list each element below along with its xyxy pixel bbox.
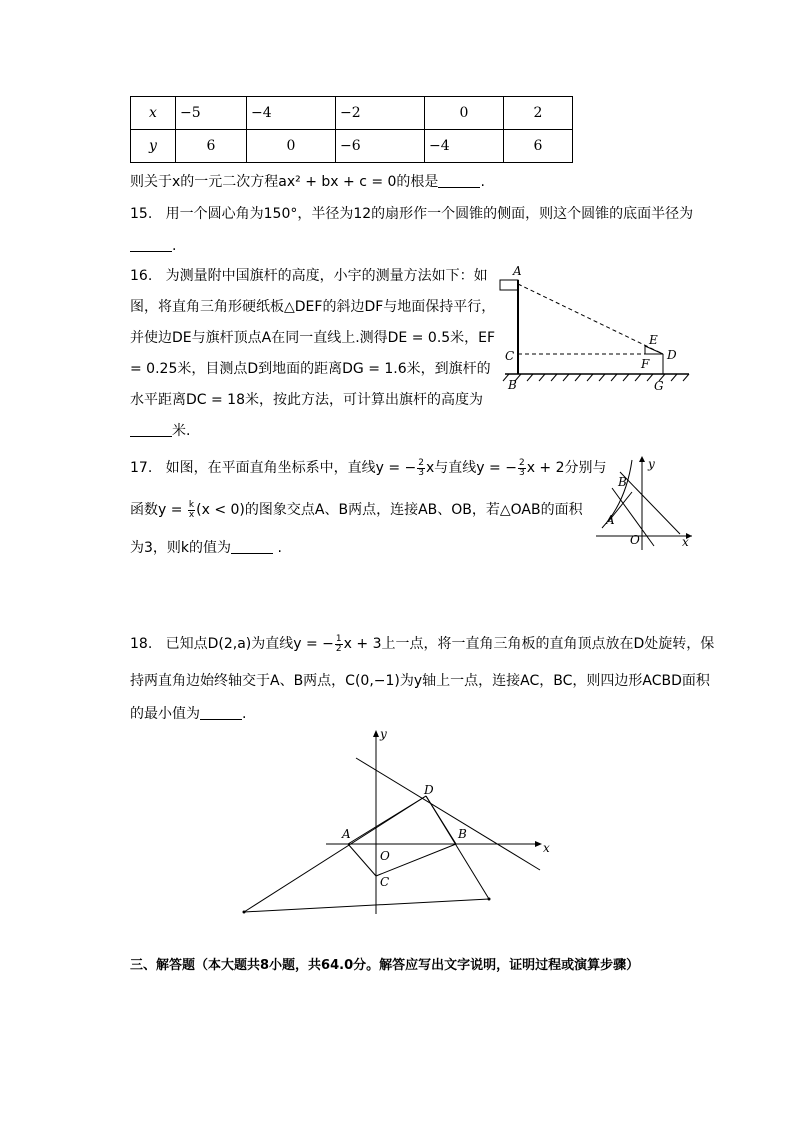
table-cell: 0 xyxy=(247,130,336,163)
flag xyxy=(500,280,518,290)
answer-blank xyxy=(200,705,242,720)
hyperbola-figure xyxy=(592,452,697,552)
y-axis-arrow xyxy=(639,456,645,462)
q15-line1: 15. 用一个圆心角为150°，半径为12的扇形作一个圆锥的侧面，则这个圆锥的底面半径为 xyxy=(130,206,694,222)
q18-line2: 持两直角边始终轴交于A、B两点，C(0,−1)为y轴上一点，连接AC，BC，则四边形ACBD面积 xyxy=(130,673,710,689)
table-cell: −4 xyxy=(425,130,504,163)
triangle-edge-2 xyxy=(244,899,489,912)
q15-line2: . xyxy=(130,236,176,256)
table-cell: −6 xyxy=(336,130,425,163)
answer-blank xyxy=(130,237,172,252)
x-axis-arrow xyxy=(535,841,542,847)
table-cell: −2 xyxy=(336,97,425,130)
y-header: y xyxy=(131,130,176,163)
answer-blank xyxy=(231,539,273,554)
label-g: G xyxy=(654,379,664,392)
y-axis-arrow xyxy=(373,730,379,737)
table-cell: −5 xyxy=(176,97,247,130)
label-e: E xyxy=(649,333,658,347)
label-o: O xyxy=(380,849,390,863)
table-row xyxy=(131,97,573,130)
q17-line2: 函数y = $\frac{k}{x}$ (x < 0)的图象交点A、B两点，连接AB、OB，若△OAB的面积 xyxy=(130,499,583,520)
label-y: y xyxy=(648,457,655,471)
label-c: C xyxy=(380,875,390,889)
label-x: x xyxy=(543,841,550,855)
q16-line5: 水平距离DC = 18米，按此方法，可计算出旗杆的高度为 xyxy=(130,392,483,408)
sight-line xyxy=(518,284,663,354)
label-d: D xyxy=(424,783,434,797)
q16-line6: 米. xyxy=(130,421,190,441)
fraction: $\frac{k}{x}$ xyxy=(188,499,195,520)
x-header: x xyxy=(131,97,176,130)
flagpole-figure xyxy=(495,262,695,392)
table-cell: 6 xyxy=(176,130,247,163)
vertex-dot xyxy=(488,898,491,901)
fraction: $\frac{2}{3}$ xyxy=(518,457,525,478)
label-a: A xyxy=(606,513,615,527)
label-a: A xyxy=(342,827,351,841)
label-d: D xyxy=(667,348,677,362)
label-b: B xyxy=(618,475,627,489)
table-row xyxy=(131,130,573,163)
q18-line3: 的最小值为 . xyxy=(130,706,247,722)
quadrilateral-figure xyxy=(238,726,558,916)
table-cell: 2 xyxy=(504,97,573,130)
table-cell: 6 xyxy=(504,130,573,163)
q14-tail: 则关于x的一元二次方程ax² + bx + c = 0的根是 . xyxy=(130,174,485,190)
triangle-edge-1 xyxy=(244,796,426,912)
section-heading: 三、解答题（本大题共8小题，共64.0分。解答应写出文字说明，证明过程或演算步骤） xyxy=(130,958,640,973)
label-c: C xyxy=(505,349,515,363)
q18-line1: 18. 已知点D(2,a)为直线y = − $\frac{1}{2}$ x + 3上一点，将一直角三角板的直角顶点放在D处旋转，保 xyxy=(130,633,715,654)
answer-blank xyxy=(438,173,480,188)
segment-ac xyxy=(348,844,376,876)
q16-line4: = 0.25米，目测点D到地面的距离DG = 1.6米，到旗杆的 xyxy=(130,361,491,377)
label-a: A xyxy=(513,264,522,278)
label-o: O xyxy=(630,533,640,547)
label-b: B xyxy=(508,378,517,392)
vertex-dot xyxy=(243,911,246,914)
label-y: y xyxy=(380,727,387,741)
q16-line2: 图，将直角三角形硬纸板△DEF的斜边DF与地面保持平行， xyxy=(130,299,496,315)
table-cell: −4 xyxy=(247,97,336,130)
fraction: $\frac{1}{2}$ xyxy=(335,633,342,654)
answer-blank xyxy=(130,422,172,437)
label-f: F xyxy=(641,357,650,371)
value-table xyxy=(130,96,573,163)
label-x: x xyxy=(682,535,689,549)
triangle-def xyxy=(645,346,663,354)
label-b: B xyxy=(458,827,467,841)
fraction: $\frac{2}{3}$ xyxy=(418,457,425,478)
table-cell: 0 xyxy=(425,97,504,130)
line-shifted xyxy=(620,472,680,534)
q16-line3: 并使边DE与旗杆顶点A在同一直线上.测得DE = 0.5米，EF xyxy=(130,330,496,346)
q17-line3: 为3，则k的值为 . xyxy=(130,540,282,556)
q16-line1: 16. 为测量附中国旗杆的高度，小宇的测量方法如下：如 xyxy=(130,268,488,284)
triangle-edge-3 xyxy=(426,796,489,899)
q17-line1: 17. 如图，在平面直角坐标系中，直线y = − $\frac{2}{3}$ x与直线y = − $\frac{2}{3}$ x + 2分别与 xyxy=(130,457,607,478)
